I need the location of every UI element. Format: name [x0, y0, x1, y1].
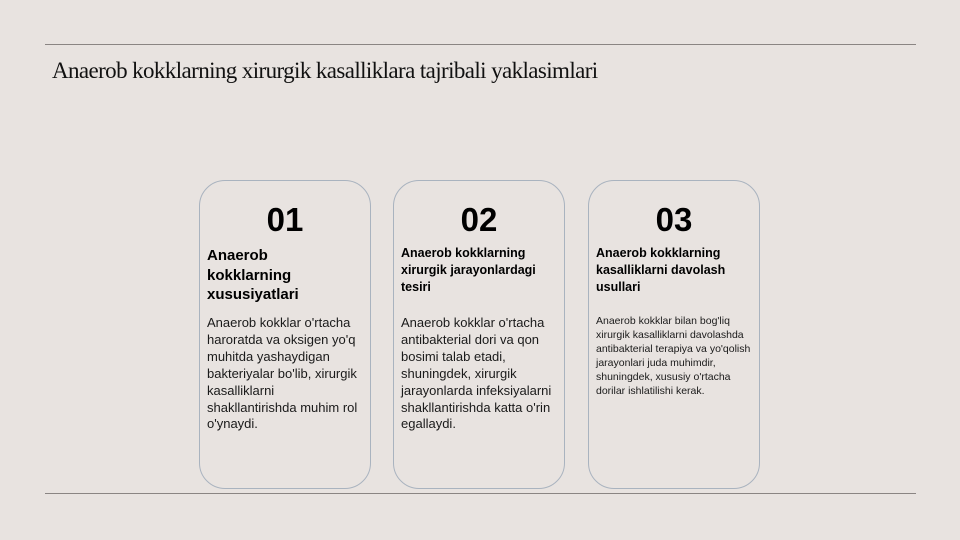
card-number: 03: [655, 201, 693, 238]
top-divider: [45, 44, 916, 45]
card-body: Anaerob kokklar bilan bog'liq xirurgik kasalliklarni davolashda antibakterial terapiya va yo'qolish jarayonlari juda muhimdir, shuningdek, xususiy o'rtacha dorilar ishlatilishi kerak.: [596, 315, 751, 398]
card-heading: Anaerob kokklarning kasalliklarni davolash usullari: [596, 246, 726, 294]
slide-title: Anaerob kokklarning xirurgik kasalliklara tajribali yaklasimlari: [52, 58, 598, 83]
card-03: [588, 180, 760, 489]
card-heading: Anaerob kokklarning xirurgik jarayonlardagi tesiri: [401, 246, 536, 294]
card-01: [199, 180, 371, 489]
card-body: Anaerob kokklar o'rtacha antibakterial dori va qon bosimi talab etadi, shuningdek, xirurgik jarayonlarda infeksiyalarni shakllantirishda katta o'rin egallaydi.: [401, 315, 552, 432]
card-heading: Anaerob kokklarning xususiyatlari: [207, 247, 299, 303]
card-number: 02: [460, 201, 498, 238]
bottom-divider: [45, 493, 916, 494]
card-number: 01: [266, 201, 304, 238]
card-02: [393, 180, 565, 489]
card-body: Anaerob kokklar o'rtacha haroratda va oksigen yo'q muhitda yashaydigan bakteriyalar bo'lib, xirurgik kasalliklarni shakllantirishda muhim rol o'ynaydi.: [207, 315, 358, 432]
